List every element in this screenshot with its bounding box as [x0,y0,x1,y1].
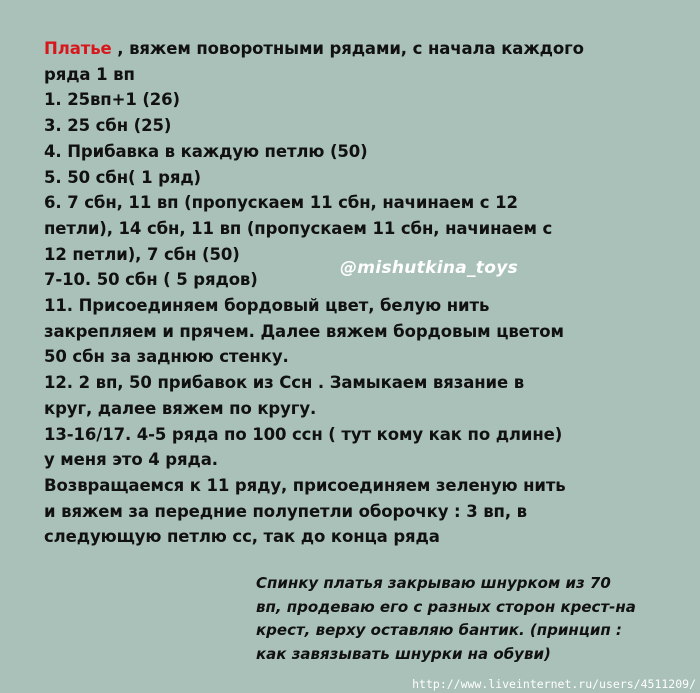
instruction-line: 6. 7 сбн, 11 вп (пропускаем 11 сбн, начинаем с 12 [44,193,518,213]
lacing-note [256,572,676,667]
instagram-watermark: @mishutkina_toys [340,258,519,278]
instruction-line: 12 петли), 7 сбн (50) [44,244,240,264]
instruction-line: 1. 25вп+1 (26) [44,90,180,110]
title-dress: Платье [44,39,112,58]
instruction-line: 7-10. 50 сбн ( 5 рядов) [44,270,258,290]
instruction-line: 5. 50 сбн( 1 ряд) [44,167,201,187]
instruction-line: 3. 25 сбн (25) [44,116,172,136]
instruction-line: следующую петлю сс, так до конца ряда [44,527,440,547]
instruction-line: Возвращаемся к 11 ряду, присоединяем зеленую нить [44,475,566,495]
note-line: Спинку платья закрываю шнурком из 70 [256,574,611,592]
instruction-line: 11. Присоединяем бордовый цвет, белую нить [44,296,490,316]
note-line: крест, верху оставляю бантик. (принцип : [256,621,622,640]
instruction-line-title [44,36,684,62]
instruction-line: круг, далее вяжем по кругу. [44,398,317,418]
instruction-line: 13-16/17. 4-5 ряда по 100 ссн ( тут кому как по длине) [44,424,563,444]
note-line: как завязывать шнурки на обуви) [256,645,551,664]
instruction-line: 4. Прибавка в каждую петлю (50) [44,141,368,161]
note-line: вп, продеваю его с разных сторон крест-на [256,597,636,616]
instruction-line: у меня это 4 ряда. [44,450,218,470]
instruction-line: петли), 14 сбн, 11 вп (пропускаем 11 сбн, начинаем с [44,218,553,238]
instruction-line: и вяжем за передние полупетли оборочку : 3 вп, в [44,501,528,521]
pattern-instructions [44,36,684,550]
source-url-watermark: http://www.liveinternet.ru/users/4511209/ [412,677,696,691]
instruction-line: ряда 1 вп [44,64,135,84]
instruction-line: закрепляем и прячем. Далее вяжем бордовым цветом [44,321,564,341]
title-rest: , вяжем поворотными рядами, с начала каждого [111,39,584,58]
instruction-line: 50 сбн за заднюю стенку. [44,347,289,367]
instruction-line: 12. 2 вп, 50 прибавок из Ссн . Замыкаем вязание в [44,373,525,393]
